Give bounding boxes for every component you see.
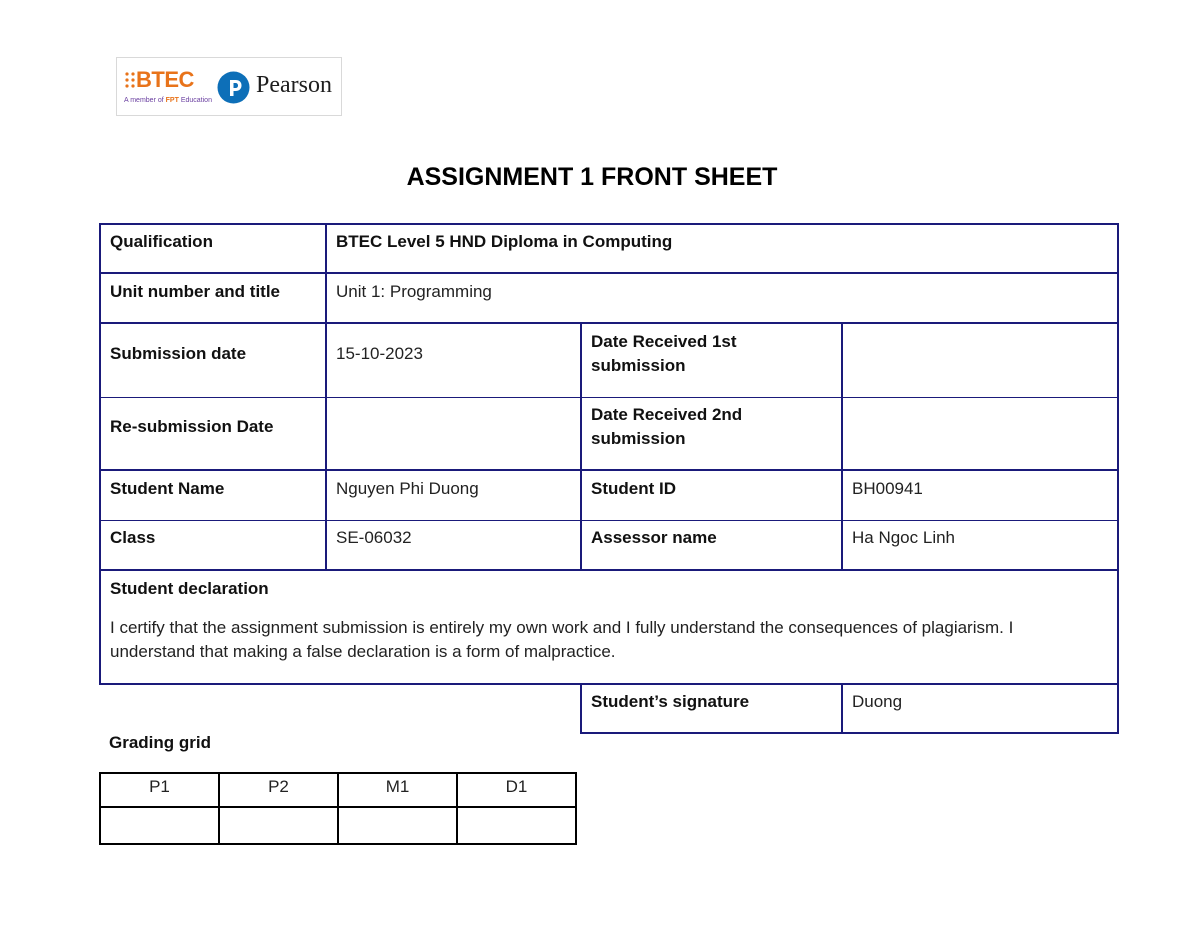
grading-grid-label: Grading grid	[109, 733, 211, 752]
unit-value: Unit 1: Programming	[336, 282, 492, 301]
declaration-heading: Student declaration	[110, 579, 269, 598]
signature-label: Student’s signature	[591, 692, 750, 711]
grade-header-d1: D1	[457, 773, 576, 807]
pearson-wordmark: Pearson	[256, 72, 332, 98]
class-value: SE-06032	[336, 528, 412, 547]
logo-banner	[116, 57, 342, 116]
received-1st-label: Date Received 1st submission	[591, 332, 737, 375]
grade-value-p2	[219, 807, 338, 844]
resubmission-date-label: Re-submission Date	[110, 417, 274, 436]
signature-value: Duong	[852, 692, 903, 711]
pearson-logo-icon	[217, 71, 250, 104]
grading-grid	[99, 772, 577, 845]
grade-value-d1	[457, 807, 576, 844]
submission-date-value: 15-10-2023	[336, 344, 423, 363]
grade-header-m1: M1	[338, 773, 457, 807]
page-title: ASSIGNMENT 1 FRONT SHEET	[406, 163, 778, 191]
student-id-label: Student ID	[591, 479, 676, 498]
submission-date-label: Submission date	[110, 344, 247, 363]
assessor-name-label: Assessor name	[591, 528, 717, 547]
assessor-name-value: Ha Ngoc Linh	[852, 528, 956, 547]
qualification-value: BTEC Level 5 HND Diploma in Computing	[336, 232, 673, 251]
student-name-label: Student Name	[110, 479, 225, 498]
grade-header-p2: P2	[219, 773, 338, 807]
declaration-text: I certify that the assignment submission is entirely my own work and I fully understand the consequences of plagiarism. I understand that making a false declaration is a form of malpractice.	[110, 618, 1014, 661]
student-name-value: Nguyen Phi Duong	[336, 479, 479, 498]
grade-value-p1	[100, 807, 219, 844]
btec-logo	[124, 67, 212, 111]
btec-tagline: A member of FPT Education	[124, 97, 212, 104]
received-2nd-label: Date Received 2nd submission	[591, 405, 743, 448]
student-id-value: BH00941	[852, 479, 923, 498]
qualification-label: Qualification	[110, 232, 213, 251]
grade-header-p1: P1	[100, 773, 219, 807]
btec-wordmark: BTEC	[136, 67, 194, 92]
unit-label: Unit number and title	[110, 282, 280, 301]
grading-grid-value-row	[100, 807, 576, 844]
class-label: Class	[110, 528, 156, 547]
grade-value-m1	[338, 807, 457, 844]
grading-grid-header-row	[100, 773, 576, 807]
